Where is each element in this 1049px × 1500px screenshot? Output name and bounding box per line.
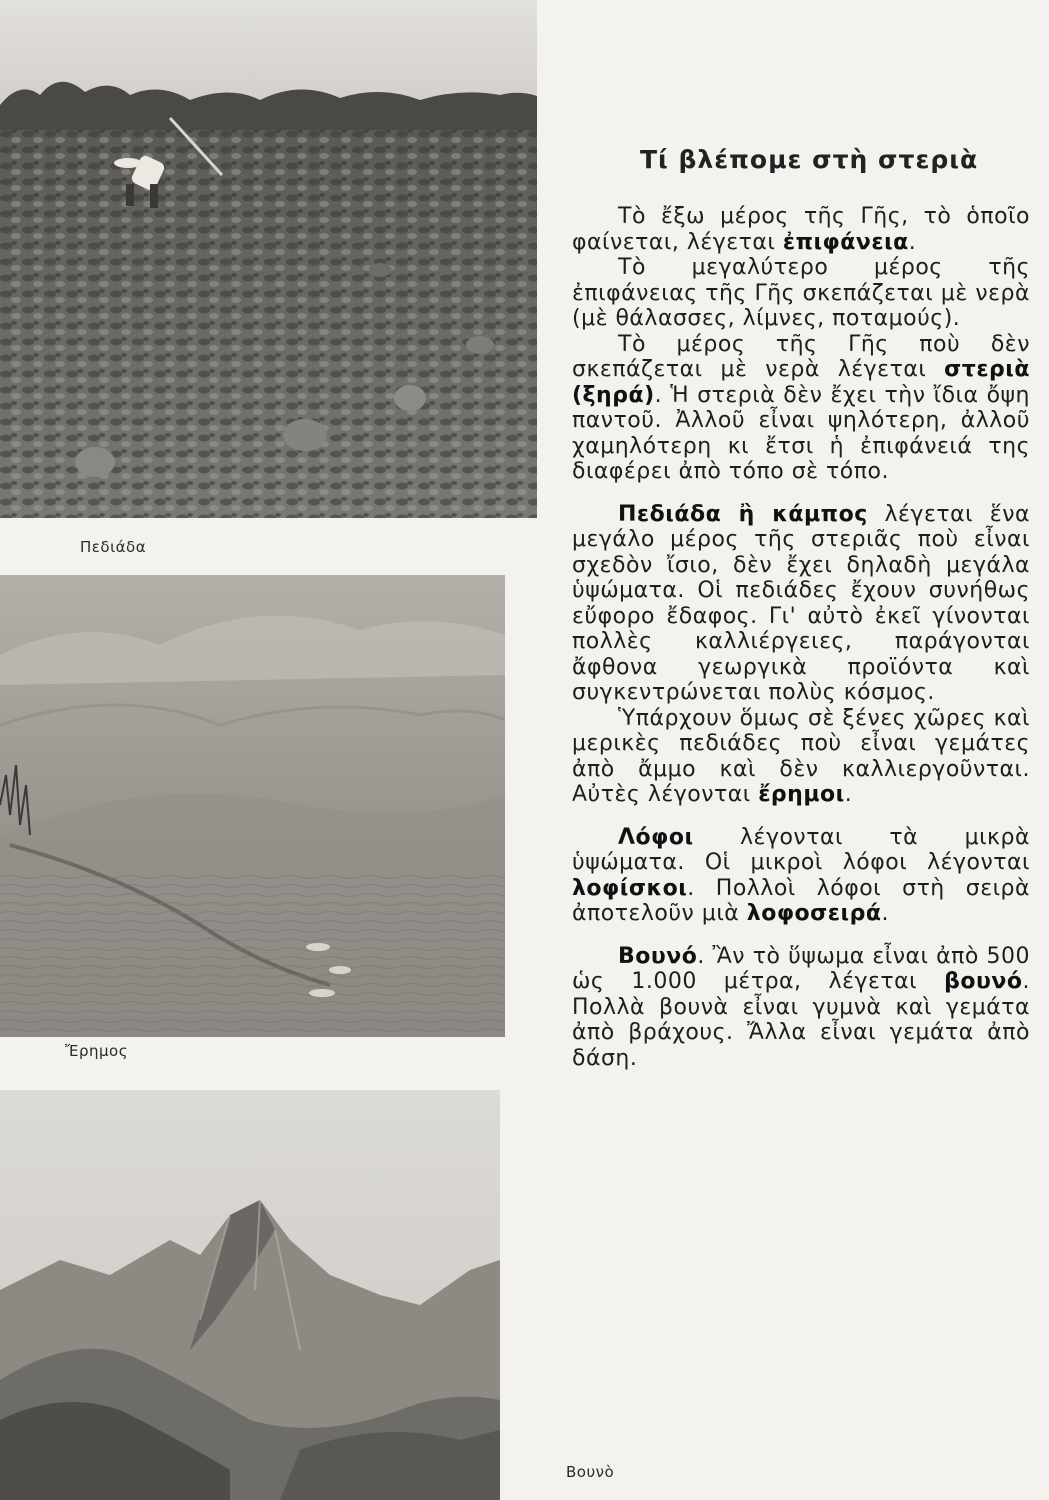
term-desert: ἔρημοι [758,782,845,807]
paragraph-desert [572,706,1030,808]
paragraph-plain [572,502,1030,706]
paragraph-surface [572,204,1030,255]
section-title: Τί βλέπομε στὴ στεριὰ [640,145,979,174]
term-mountain: βουνό [944,969,1023,994]
text-fragment: . Ἡ στεριὰ δὲν ἔχει τὴν ἴδια ὄψη παντοῦ. Ἀλλοῦ εἶναι ψηλότερη, ἀλλοῦ χαμηλότερη κι ἔτσι ἡ ἐπιφάνειά της διαφέρει ἀπὸ τόπο σὲ τόπο. [572,382,1030,484]
photo-desert [0,575,505,1037]
text-fragment: Τὸ μεγαλύτερο μέρος τῆς ἐπιφάνειας τῆς Γῆς σκεπάζεται μὲ νερὰ (μὲ θάλασσες, λίμνες, ποταμούς). [572,255,1030,331]
term-mountain-heading: Βουνό [618,943,698,969]
term-hill-range: λοφοσειρά [746,901,882,926]
text-fragment: Ὑπάρχουν ὅμως σὲ ξένες χῶρες καὶ μερικὲς πεδιάδες ποὺ εἶναι γεμάτες ἀπὸ ἄμμο καὶ δὲν καλλιεργοῦνται. Αὐτὲς λέγονται [572,705,1030,807]
text-fragment: . [844,782,853,807]
text-fragment: Τὸ μέρος τῆς Γῆς ποὺ δὲν σκεπάζεται μὲ νερὰ λέγεται [572,331,1030,382]
text-fragment: . [908,229,917,255]
text-fragment: . Πολλοὶ λόφοι στὴ σειρὰ ἀποτελοῦν μιὰ [572,875,1030,926]
text-fragment: . Ἂν τὸ ὕψωμα εἶναι ἀπὸ 500 ὡς 1.000 μέτρα, λέγεται [572,943,1030,994]
paragraph-land [572,332,1030,485]
paragraph-mountain [572,944,1030,1072]
term-hills: Λόφοι [618,824,694,850]
text-fragment: . Πολλὰ βουνὰ εἶναι γυμνὰ καὶ γεμάτα ἀπὸ βράχους. Ἄλλα εἶναι γεμάτα ἀπὸ δάση. [572,969,1030,1071]
paragraph-hills [572,825,1030,927]
term-hillocks: λοφίσκοι [572,875,688,901]
paragraph-water [572,255,1030,332]
photo-mountain [0,1090,500,1500]
text-fragment: . [881,901,889,926]
term-land: στεριὰ (ξηρά) [572,357,1030,408]
photo-plain [0,0,537,518]
caption-mountain: Βουνὸ [566,1463,615,1481]
caption-plain: Πεδιάδα [80,538,147,556]
text-column [572,145,1030,1071]
text-fragment: λέγεται ἕνα μεγάλο μέρος τῆς στεριᾶς ποὺ εἶναι σχεδὸν ἴσιο, δὲν ἔχει δηλαδὴ μεγάλα ὑψώματα. Οἱ πεδιάδες ἔχουν συνήθως εὔφορο ἔδαφος. Γι' αὐτὸ ἐκεῖ γίνονται πολλὲς καλλιέργειες, παράγονται ἄφθονα γεωργικὰ προϊόντα καὶ συγκεντρώνεται πολὺς κόσμος. [572,501,1030,705]
term-plain: Πεδιάδα ἢ κάμπος [618,501,868,527]
text-fragment: λέγονται τὰ μικρὰ ὑψώματα. Οἱ μικροὶ λόφοι λέγονται [572,824,1030,875]
text-fragment: Τὸ ἔξω μέρος τῆς Γῆς, τὸ ὁποῖο φαίνεται, λέγεται [572,204,1030,255]
term-surface: ἐπιφάνεια [782,229,909,255]
caption-desert: Ἔρημος [65,1042,129,1060]
